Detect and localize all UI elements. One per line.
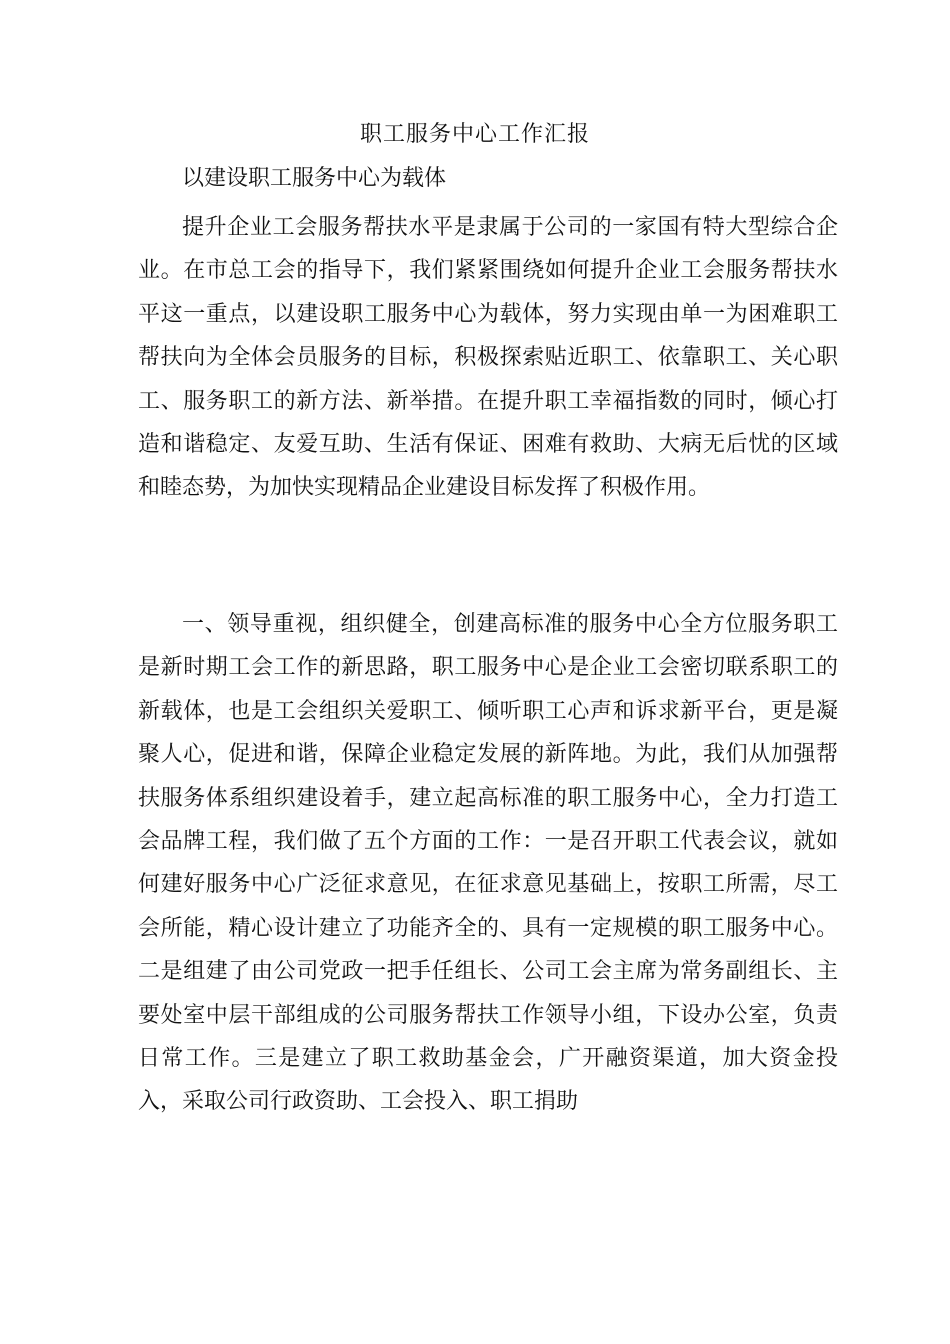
paragraph-section-one: 一、领导重视，组织健全，创建高标准的服务中心全方位服务职工是新时期工会工作的新思路，职工服务中心是企业工会密切联系职工的新载体，也是工会组织关爱职工、倾听职工心声和诉求新平台，更是凝聚人心，促进和谐，保障企业稳定发展的新阵地。为此，我们从加强帮扶服务体系组织建设着手，建立起高标准的职工服务中心，全力打造工会品牌工程，我们做了五个方面的工作：一是召开职工代表会议，就如何建好服务中心广泛征求意见，在征求意见基础上，按职工所需，尽工会所能，精心设计建立了功能齐全的、具有一定规模的职工服务中心。二是组建了由公司党政一把手任组长、公司工会主席为常务副组长、主要处室中层干部组成的公司服务帮扶工作领导小组，下设办公室，负责日常工作。三是建立了职工救助基金会，广开融资渠道，加大资金投入，采取公司行政资助、工会投入、职工捐助 (138, 612, 838, 1115)
paragraph-intro: 提升企业工会服务帮扶水平是隶属于公司的一家国有特大型综合企业。在市总工会的指导下，我们紧紧围绕如何提升企业工会服务帮扶水平这一重点，以建设职工服务中心为载体，努力实现由单一为困难职工帮扶向为全体会员服务的目标，积极探索贴近职工、依靠职工、关心职工、服务职工的新方法、新举措。在提升职工幸福指数的同时，倾心打造和谐稳定、友爱互助、生活有保证、困难有救助、大病无后忧的区域和睦态势，为加快实现精品企业建设目标发挥了积极作用。 (138, 215, 838, 501)
document-title: 职工服务中心工作汇报 (359, 122, 590, 147)
document-subtitle: 以建设职工服务中心为载体 (182, 166, 447, 191)
